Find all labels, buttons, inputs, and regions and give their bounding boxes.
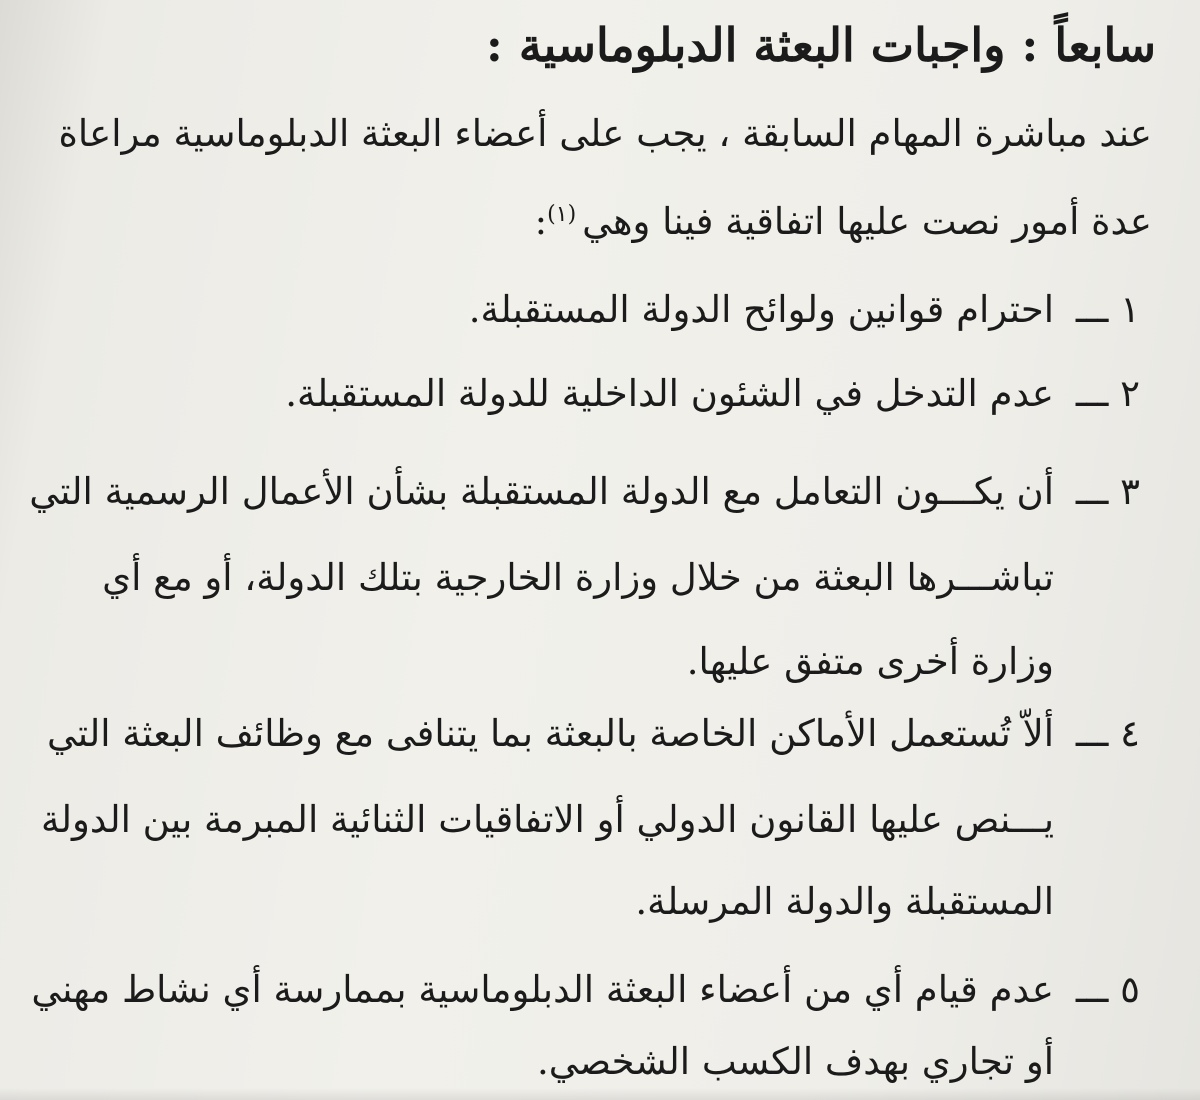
intro-line-1: عند مباشرة المهام السابقة ، يجب على أعضاء البعثة الدبلوماسية مراعاة	[58, 112, 1152, 155]
item-number: ١ ـــ	[1075, 288, 1140, 331]
item-text: ألاّ تُستعمل الأماكن الخاصة بالبعثة بما يتنافى مع وظائف البعثة التي	[46, 712, 1054, 755]
list-item-1	[469, 288, 1140, 331]
list-item-3	[29, 470, 1140, 513]
list-item-4	[47, 712, 1140, 755]
item-number: ٣ ـــ	[1075, 470, 1140, 513]
item-text: عدم التدخل في الشئون الداخلية للدولة المستقبلة.	[285, 372, 1054, 415]
page-shadow	[0, 1088, 1200, 1100]
item-text: احترام قوانين ولوائح الدولة المستقبلة.	[468, 288, 1054, 331]
item-text: عدم قيام أي من أعضاء البعثة الدبلوماسية بممارسة أي نشاط مهني	[31, 968, 1054, 1011]
item-number: ٢ ـــ	[1075, 372, 1140, 415]
item-number: ٤ ـــ	[1075, 712, 1140, 755]
intro-line-2-text: عدة أمور نصت عليها اتفاقية فينا وهي	[582, 200, 1152, 243]
list-item-4-line-3: المستقبلة والدولة المرسلة.	[635, 880, 1054, 923]
list-item-2	[285, 372, 1140, 415]
intro-line-2	[535, 200, 1152, 243]
intro-line-2-end: :	[534, 200, 548, 243]
list-item-3-line-3: وزارة أخرى متفق عليها.	[686, 640, 1054, 683]
section-heading: سابعاً : واجبات البعثة الدبلوماسية :	[485, 18, 1156, 72]
list-item-5	[31, 968, 1140, 1011]
list-item-5-line-2: أو تجاري بهدف الكسب الشخصي.	[536, 1040, 1054, 1083]
item-text: أن يكـــون التعامل مع الدولة المستقبلة بشأن الأعمال الرسمية التي	[29, 470, 1054, 513]
footnote-marker: (١)	[547, 201, 577, 227]
item-number: ٥ ـــ	[1075, 968, 1140, 1011]
list-item-4-line-2: يـــنص عليها القانون الدولي أو الاتفاقيات الثنائية المبرمة بين الدولة	[40, 798, 1054, 841]
list-item-3-line-2: تباشـــرها البعثة من خلال وزارة الخارجية بتلك الدولة، أو مع أي	[102, 556, 1054, 599]
